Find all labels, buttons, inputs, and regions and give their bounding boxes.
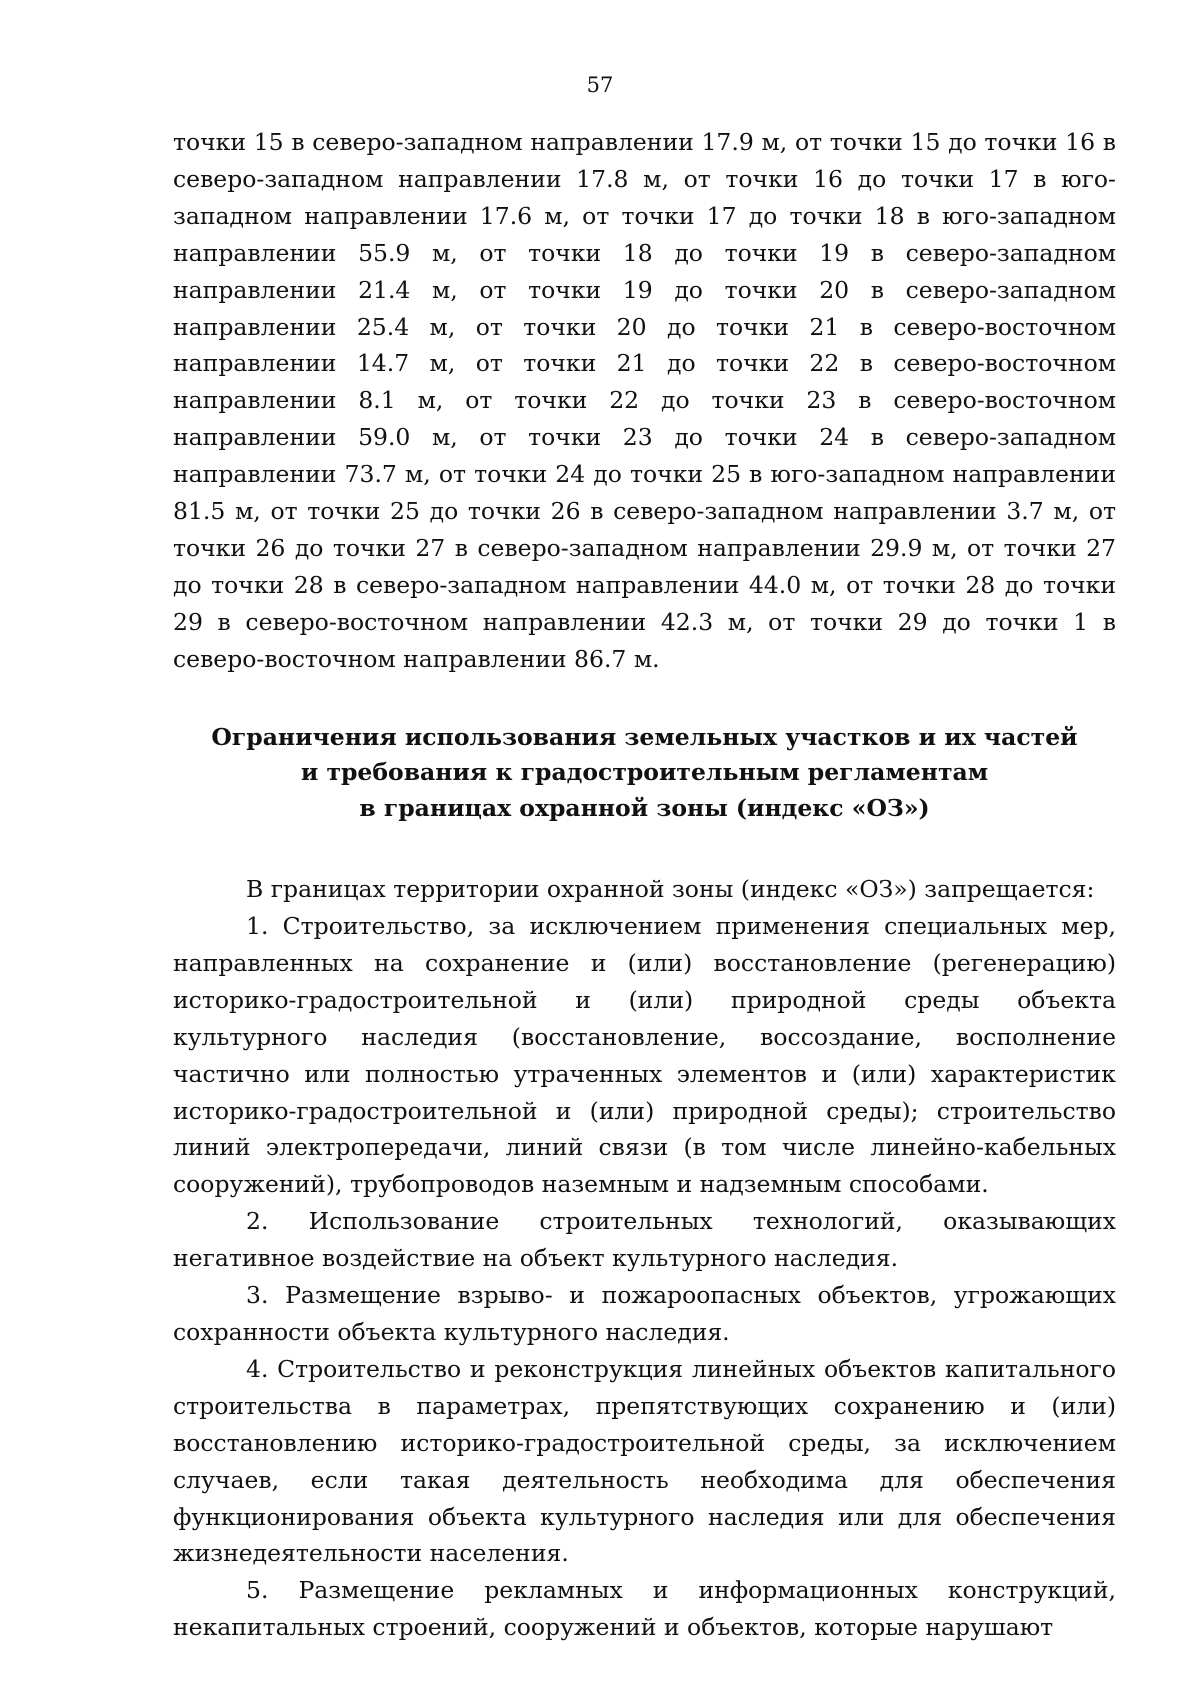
section-heading <box>173 720 1116 827</box>
restriction-item-2: 2. Использование строительных технологий, оказывающих негативное воздействие на объект культурного наследия. <box>173 1207 1116 1273</box>
restriction-item-3: 3. Размещение взрыво- и пожароопасных объектов, угрожающих сохранности объекта культурного наследия. <box>173 1281 1116 1346</box>
restriction-item-1: 1. Строительство, за исключением применения специальных мер, направленных на сохранение и (или) восстановление (регенерацию) историко-градостроительной и (или) природной среды объекта культурного наследия (восстановление, воссоздание, восполнение частично или полностью утраченных элементов и (или) характеристик историко-градостроительной и (или) природной среды); строительство линий электропередачи, линий связи (в том числе линейно-кабельных сооружений), трубопроводов наземным и надземным способами. <box>173 912 1116 1199</box>
page-number: 57 <box>586 73 614 97</box>
restriction-item-4: 4. Строительство и реконструкция линейных объектов капитального строительства в параметрах, препятствующих сохранению и (или) восстановлению историко-градостроительной среды, за исключением случаев, если такая деятельность необходима для обеспечения функционирования объекта культурного наследия или для обеспечения жизнедеятельности населения. <box>173 1354 1116 1568</box>
section-intro: В границах территории охранной зоны (индекс «ОЗ») запрещается: <box>246 875 1095 904</box>
section-heading-line-2: и требования к градостроительным регламентам <box>300 758 989 787</box>
page-content <box>173 124 1116 1646</box>
restriction-item-5: 5. Размещение рекламных и информационных конструкций, некапитальных строений, сооружений и объектов, которые нарушают <box>173 1576 1116 1642</box>
opening-paragraph: точки 15 в северо-западном направлении 17.9 м, от точки 15 до точки 16 в северо-западном направлении 17.8 м, от точки 16 до точки 17 в юго-западном направлении 17.6 м, от точки 17 до точки 18 в юго-западном направлении 55.9 м, от точки 18 до точки 19 в северо-западном направлении 21.4 м, от точки 19 до точки 20 в северо-западном направлении 25.4 м, от точки 20 до точки 21 в северо-восточном направлении 14.7 м, от точки 21 до точки 22 в северо-восточном направлении 8.1 м, от точки 22 до точки 23 в северо-восточном направлении 59.0 м, от точки 23 до точки 24 в северо-западном направлении 73.7 м, от точки 24 до точки 25 в юго-западном направлении 81.5 м, от точки 25 до точки 26 в северо-западном направлении 3.7 м, от точки 26 до точки 27 в северо-западном направлении 29.9 м, от точки 27 до точки 28 в северо-западном направлении 44.0 м, от точки 28 до точки 29 в северо-восточном направлении 42.3 м, от точки 29 до точки 1 в северо-восточном направлении 86.7 м. <box>173 128 1116 673</box>
section-heading-line-3: в границах охранной зоны (индекс «ОЗ») <box>359 793 930 822</box>
section-heading-line-1: Ограничения использования земельных участков и их частей <box>211 722 1078 751</box>
